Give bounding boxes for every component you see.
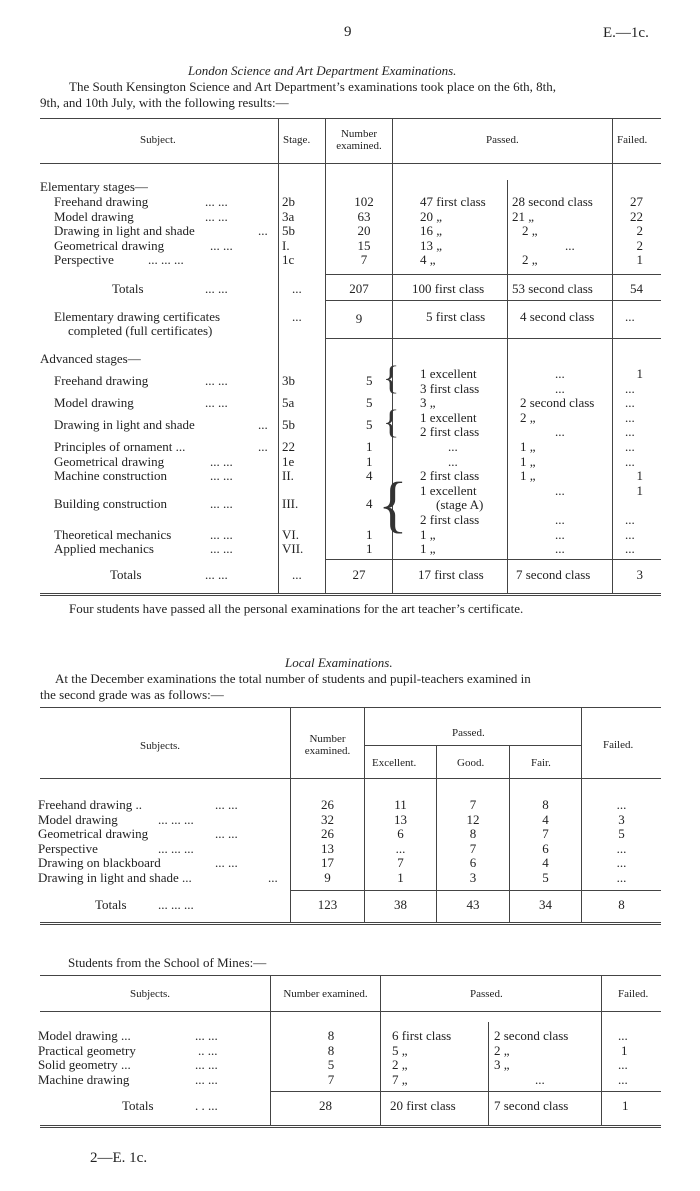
col-passed-header: Passed.: [486, 134, 519, 146]
table-cell: 21 „: [512, 208, 535, 224]
table-cell: ... ...: [205, 281, 228, 296]
section1-title: London Science and Art Department Examinations.: [188, 63, 457, 78]
table-cell: 8: [542, 797, 549, 812]
table-cell: ...: [625, 512, 635, 527]
table-cell: 17: [321, 855, 334, 871]
table-cell: ...: [625, 409, 635, 425]
table-rule: [325, 559, 661, 560]
table-cell: Perspective: [54, 252, 114, 268]
table-cell: Theoretical mechanics: [54, 526, 172, 542]
column-divider: [488, 1022, 489, 1125]
table-cell: 47 first class: [420, 194, 486, 209]
col-number-header: [326, 128, 392, 152]
table-cell: 3 „: [494, 1057, 510, 1073]
table-cell: 1: [366, 541, 373, 557]
table-cell: ... ...: [210, 453, 233, 469]
column-divider: [325, 118, 326, 593]
table-cell: Drawing on blackboard: [38, 855, 161, 871]
table-cell: 5: [366, 395, 373, 411]
column-divider: [601, 975, 602, 1125]
table-cell: VII.: [282, 541, 304, 557]
table-cell: ...: [625, 424, 635, 440]
table-cell: 28 second class: [512, 194, 593, 209]
table-cell: I.: [282, 237, 290, 253]
table-cell: 1 excellent: [420, 409, 477, 425]
brace-mark: {: [383, 404, 400, 441]
table-cell: 100 first class: [412, 281, 485, 296]
table-cell: ... ...: [195, 1028, 218, 1043]
table-cell: 11: [394, 797, 407, 812]
table-cell: 6 first class: [392, 1028, 452, 1043]
table-cell: 43: [466, 897, 480, 912]
table-cell: ...: [258, 417, 268, 432]
table-cell: 15: [357, 237, 371, 253]
table-cell: ...: [625, 439, 635, 454]
table-cell: 1e: [282, 453, 295, 469]
section1-intro-line1: The South Kensington Science and Art Department’s examinations took place on the 6th, 8th,: [69, 79, 557, 94]
table-cell: ...: [555, 380, 565, 396]
table-cell: examined.: [336, 140, 382, 152]
table-cell: 3 first class: [420, 380, 480, 396]
table-cell: 1: [621, 1042, 628, 1058]
table-cell: 13 „: [420, 237, 443, 253]
table-cell: 5: [366, 417, 373, 432]
table-cell: Practical geometry: [38, 1042, 136, 1058]
table-cell: 2 first class: [420, 424, 480, 440]
table-cell: Elementary drawing certificates: [54, 309, 221, 324]
table-cell: 2 first class: [420, 468, 480, 484]
table-cell: 7: [469, 797, 477, 812]
table-cell: 1 „: [520, 453, 536, 469]
table-cell: ... ...: [210, 468, 233, 484]
section2-intro-line2: the second grade was as follows:—: [40, 687, 224, 702]
table-cell: ...: [448, 439, 458, 454]
table-cell: 6: [469, 855, 477, 871]
table-rule: [364, 745, 581, 746]
footer-reference: 2—E. 1c.: [90, 1150, 148, 1166]
table-rule: [40, 922, 661, 925]
table-cell: 7 „: [392, 1071, 408, 1087]
col-subject-header: Subject.: [140, 134, 176, 146]
col-passed-header: Passed.: [452, 727, 485, 739]
table-cell: 7 second class: [494, 1098, 569, 1113]
table-rule: [40, 707, 661, 708]
table-cell: Machine construction: [54, 468, 167, 484]
col-subjects-header: Subjects.: [130, 988, 171, 1000]
table-cell: 3: [636, 567, 643, 582]
table-cell: 7 second class: [516, 567, 591, 582]
table-cell: 2 second class: [520, 395, 595, 411]
table-cell: 1: [366, 453, 373, 469]
table-cell: 63: [357, 208, 371, 224]
table-cell: 4: [542, 855, 549, 871]
table-cell: 5: [327, 1057, 335, 1073]
table-cell: 5: [542, 870, 549, 885]
table-cell: ...: [268, 870, 278, 885]
table-cell: 1: [636, 482, 643, 498]
column-divider: [278, 118, 279, 593]
table-cell: 16 „: [420, 223, 443, 239]
table-cell: ...: [555, 512, 565, 527]
table-cell: Number: [309, 733, 346, 745]
table-cell: 1: [366, 439, 373, 454]
table-cell: ... ... ...: [148, 252, 184, 268]
col-failed-header: Failed.: [603, 739, 634, 751]
table-cell: 32: [321, 811, 334, 827]
page-number: 9: [344, 24, 352, 40]
table-cell: ... ...: [215, 826, 238, 842]
table-cell: ...: [565, 237, 575, 253]
table-cell: ... ...: [210, 526, 233, 542]
table-cell: 22: [630, 208, 643, 224]
table-cell: Perspective: [38, 840, 98, 856]
table-cell: 7: [542, 826, 549, 842]
table-cell: 3: [618, 811, 625, 827]
table-cell: 1 „: [420, 541, 436, 557]
table-cell: 4 „: [420, 252, 436, 268]
table-cell: ... ...: [210, 541, 233, 557]
table-cell: Model drawing: [54, 208, 134, 224]
table-cell: 17 first class: [418, 567, 484, 582]
table-cell: II.: [282, 468, 294, 484]
table-cell: ...: [555, 541, 565, 557]
table-cell: 102: [354, 194, 374, 209]
table-cell: Number: [340, 128, 378, 140]
table-cell: 2: [636, 237, 643, 253]
table-cell: Applied mechanics: [54, 541, 154, 557]
column-divider: [612, 118, 613, 593]
table-cell: 1c: [282, 252, 295, 268]
table-cell: 13: [321, 840, 334, 856]
table-cell: Model drawing ...: [38, 1028, 131, 1043]
advanced-stages-heading: Advanced stages—: [40, 351, 141, 366]
table-cell: 5 first class: [426, 309, 486, 324]
section1-intro-line2: 9th, and 10th July, with the following results:—: [40, 95, 289, 110]
table-cell: Totals: [110, 567, 142, 582]
table-cell: 1 excellent: [420, 366, 477, 381]
table-cell: 6: [397, 826, 404, 842]
table-cell: 4: [366, 496, 373, 511]
table-cell: ...: [258, 439, 268, 454]
table-cell: Totals: [112, 281, 144, 296]
table-cell: ...: [616, 840, 627, 856]
table-cell: 1: [636, 366, 643, 381]
table-cell: 1 „: [420, 526, 436, 542]
table-cell: ...: [395, 840, 406, 856]
table-cell: Geometrical drawing: [54, 453, 165, 469]
table-cell: 53 second class: [512, 281, 593, 296]
table-cell: 1 excellent: [420, 482, 477, 498]
table-cell: 2 second class: [494, 1028, 569, 1043]
table-cell: 7: [360, 252, 368, 268]
table-cell: 4 second class: [520, 309, 595, 324]
table-cell: 1: [636, 252, 643, 268]
table-cell: 26: [321, 797, 334, 812]
table-cell: 20 first class: [390, 1098, 456, 1113]
table-cell: III.: [282, 496, 299, 511]
table-cell: ...: [555, 526, 565, 542]
table-cell: 8: [469, 826, 477, 842]
table-cell: ... ...: [195, 1071, 218, 1087]
table-cell: Drawing in light and shade: [54, 417, 195, 432]
table-cell: Totals: [95, 897, 127, 912]
table-cell: ...: [535, 1071, 545, 1087]
document-reference: E.—1c.: [603, 25, 649, 41]
table-cell: Freehand drawing: [54, 194, 149, 209]
col-good-header: Good.: [457, 757, 485, 769]
table-cell: 12: [466, 811, 480, 827]
table-cell: ...: [618, 1057, 628, 1073]
table-cell: 22: [282, 439, 295, 454]
table-cell: ...: [616, 855, 627, 871]
table-cell: Model drawing: [38, 811, 118, 827]
table-cell: 4: [366, 468, 373, 484]
table-cell: ...: [258, 223, 268, 239]
table-cell: 5b: [282, 417, 295, 432]
column-divider: [507, 180, 508, 593]
table-cell: ... ... ...: [158, 840, 194, 856]
table-cell: ...: [448, 453, 458, 469]
table-rule: [325, 300, 661, 301]
table-cell: ... ...: [205, 373, 228, 388]
table-cell: 123: [317, 897, 338, 912]
table-cell: 20 „: [420, 208, 443, 224]
table-cell: ...: [616, 870, 627, 885]
table-cell: Drawing in light and shade: [54, 223, 195, 239]
table-cell: ...: [616, 797, 627, 812]
table-cell: 3 „: [420, 395, 436, 411]
table-cell: VI.: [282, 526, 299, 542]
table-cell: Solid geometry ...: [38, 1057, 131, 1073]
table-cell: 2 „: [494, 1042, 510, 1058]
table-cell: 38: [394, 897, 407, 912]
table-cell: ...: [292, 567, 302, 582]
table-cell: ... ...: [205, 567, 228, 582]
col-subjects-header: Subjects.: [140, 740, 181, 752]
table-cell: examined.: [304, 745, 351, 757]
table-cell: 1: [636, 468, 643, 484]
table-rule: [40, 1125, 661, 1128]
table-cell: 20: [357, 223, 371, 239]
table-cell: ...: [625, 453, 635, 469]
table-cell: 5 „: [392, 1042, 408, 1058]
table-cell: Drawing in light and shade ...: [38, 870, 192, 885]
table-rule: [40, 778, 661, 779]
table-rule: [40, 593, 661, 596]
table-cell: 3: [469, 870, 477, 885]
table-cell: Freehand drawing: [54, 373, 149, 388]
col-stage-header: Stage.: [283, 134, 311, 146]
table-rule: [270, 1091, 661, 1092]
col-failed-header: Failed.: [618, 988, 649, 1000]
table-cell: 207: [349, 281, 369, 296]
table-cell: 7: [397, 855, 404, 871]
table-cell: completed (full certificates): [68, 323, 213, 338]
col-fair-header: Fair.: [531, 757, 551, 769]
table-cell: 2 „: [392, 1057, 408, 1073]
table-cell: ...: [618, 1071, 628, 1087]
table-cell: Totals: [122, 1098, 154, 1113]
col-number-header: [291, 733, 364, 757]
table-cell: ...: [625, 541, 635, 557]
table-cell: Machine drawing: [38, 1071, 130, 1087]
section2-title: Local Examinations.: [285, 655, 393, 670]
table-cell: ... ...: [205, 194, 228, 209]
table-rule: [40, 118, 661, 119]
col-failed-header: Failed.: [617, 134, 648, 146]
table-cell: Model drawing: [54, 395, 134, 411]
table-cell: 7: [469, 840, 477, 856]
table-cell: ... ...: [215, 855, 238, 871]
table-cell: 5: [366, 373, 373, 388]
table-cell: 54: [630, 281, 643, 296]
table-cell: ...: [625, 380, 635, 396]
table-cell: 3b: [282, 373, 295, 388]
table-cell: Principles of ornament ...: [54, 439, 186, 454]
table-cell: 2 „: [522, 252, 538, 268]
art-teacher-note: Four students have passed all the personal examinations for the art teacher’s certificate.: [69, 601, 524, 616]
table-cell: ...: [625, 309, 635, 324]
table-cell: ...: [618, 1028, 628, 1043]
table-cell: Geometrical drawing: [38, 826, 149, 842]
table-cell: ...: [555, 424, 565, 440]
table-cell: Freehand drawing ..: [38, 797, 142, 812]
table-cell: 2b: [282, 194, 295, 209]
table-cell: 8: [327, 1042, 335, 1058]
table-cell: 8: [327, 1028, 335, 1043]
table-cell: 1 „: [520, 468, 536, 484]
table-cell: 2 „: [520, 409, 536, 425]
table-cell: 28: [319, 1098, 332, 1113]
table-cell: ... ...: [210, 237, 233, 253]
brace-mark: {: [378, 471, 408, 539]
table-cell: (stage A): [436, 497, 484, 513]
table-cell: 1 „: [520, 439, 536, 454]
table-cell: 27: [352, 567, 366, 582]
table-cell: ... ...: [205, 208, 228, 224]
table-cell: 1: [366, 526, 373, 542]
table-rule: [40, 163, 661, 164]
table-cell: ... ... ...: [158, 897, 194, 912]
table-cell: 1: [622, 1098, 629, 1113]
table-cell: ...: [292, 309, 302, 324]
col-excellent-header: Excellent.: [372, 757, 417, 769]
table-cell: 9: [324, 870, 331, 885]
section3-intro: Students from the School of Mines:—: [68, 955, 267, 970]
elementary-stages-heading: Elementary stages—: [40, 179, 148, 194]
table-cell: ...: [555, 482, 565, 498]
table-cell: ... ... ...: [158, 811, 194, 827]
col-passed-header: Passed.: [470, 988, 503, 1000]
table-cell: ...: [292, 281, 302, 296]
table-rule: [40, 975, 661, 976]
table-rule: [290, 890, 661, 891]
table-cell: 5a: [282, 395, 295, 411]
table-cell: ...: [625, 395, 635, 411]
table-rule: [40, 1011, 661, 1012]
table-cell: ... ...: [215, 797, 238, 812]
table-cell: Geometrical drawing: [54, 237, 165, 253]
table-cell: ... ...: [195, 1057, 218, 1073]
table-cell: 13: [394, 811, 407, 827]
table-cell: 4: [542, 811, 549, 827]
section2-intro-line1: At the December examinations the total number of students and pupil-teachers examined in: [55, 671, 531, 686]
table-cell: 1: [397, 870, 404, 885]
table-rule: [325, 338, 661, 339]
table-cell: .. ...: [198, 1042, 218, 1058]
table-cell: ... ...: [210, 496, 233, 511]
table-cell: 2 „: [522, 223, 538, 239]
table-rule: [325, 274, 661, 275]
table-cell: Building construction: [54, 496, 168, 511]
table-cell: 8: [618, 897, 625, 912]
table-cell: . . ...: [195, 1098, 218, 1113]
col-number-header: Number examined.: [283, 988, 368, 1000]
table-cell: ...: [625, 526, 635, 542]
table-cell: 34: [539, 897, 552, 912]
table-cell: 7: [327, 1071, 335, 1087]
table-cell: ... ...: [205, 395, 228, 411]
table-cell: 6: [542, 840, 549, 856]
table-cell: 26: [321, 826, 334, 842]
table-cell: 5: [618, 826, 625, 842]
table-cell: 5b: [282, 223, 295, 239]
table-cell: 27: [630, 194, 643, 209]
table-cell: 2: [636, 223, 643, 239]
table-cell: 2 first class: [420, 512, 480, 527]
table-cell: 3a: [282, 208, 295, 224]
brace-mark: {: [383, 360, 400, 397]
table-cell: ...: [555, 366, 565, 381]
table-cell: 9: [355, 311, 363, 326]
